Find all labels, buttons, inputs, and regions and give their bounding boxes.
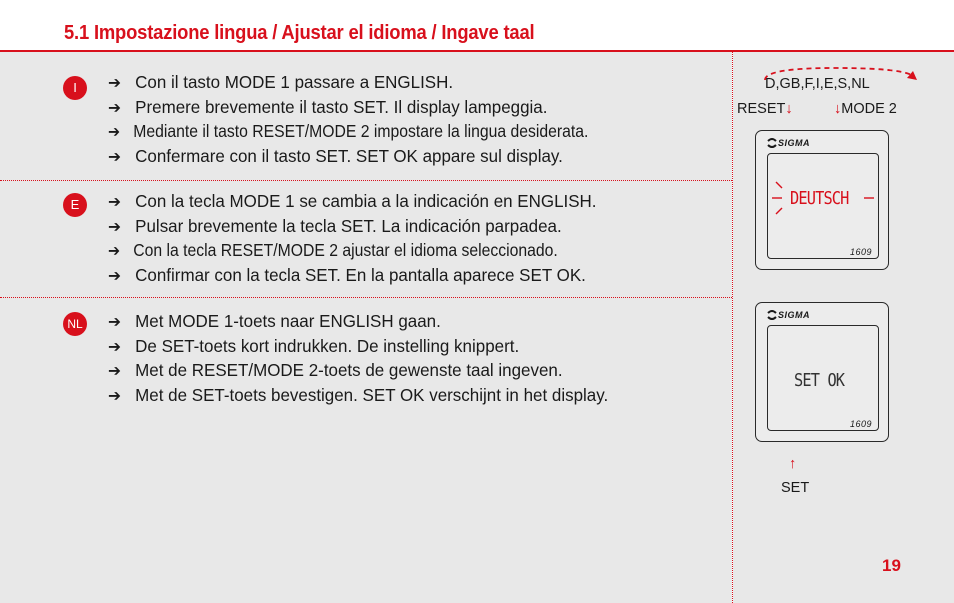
right-arrow-icon: ➔ <box>108 124 121 141</box>
section-divider <box>0 297 732 298</box>
right-arrow-icon: ➔ <box>108 243 121 260</box>
language-badge: NL <box>63 312 87 336</box>
mode2-label: ↓MODE 2 <box>834 101 897 117</box>
step-item: ➔ Met de SET-toets bevestigen. SET OK verschijnt in het display. <box>108 383 608 408</box>
set-label: SET <box>781 480 810 496</box>
section-divider <box>0 180 732 181</box>
up-arrow-icon: ↑ <box>789 456 797 472</box>
device-model: 1609 <box>849 247 872 257</box>
sigma-logo-icon <box>766 137 778 149</box>
device-body <box>755 302 889 442</box>
device-screen <box>767 153 879 259</box>
step-list <box>108 189 612 287</box>
device-screen <box>767 325 879 431</box>
right-arrow-icon: ➔ <box>108 363 122 380</box>
right-arrow-icon: ➔ <box>108 194 122 211</box>
device-model: 1609 <box>849 419 872 429</box>
language-cycle-label: D,GB,F,I,E,S,NL <box>765 76 870 92</box>
right-arrow-icon: ➔ <box>108 387 122 405</box>
step-item: ➔ De SET-toets kort indrukken. De instelling knippert. <box>108 334 608 359</box>
down-arrow-icon: ↓ <box>834 101 842 117</box>
step-item: ➔ Con la tecla RESET/MODE 2 ajustar el idioma seleccionado. <box>108 238 561 263</box>
vertical-divider <box>732 52 733 603</box>
step-item: ➔ Mediante il tasto RESET/MODE 2 impostare la lingua desiderata. <box>108 119 588 144</box>
page-header <box>0 0 954 52</box>
right-arrow-icon: ➔ <box>108 338 122 356</box>
device-display: SET OK <box>794 370 845 391</box>
device-brand: SIGMA <box>778 310 811 320</box>
device-brand: SIGMA <box>778 138 811 148</box>
step-item: ➔ Met de RESET/MODE 2-toets de gewenste taal ingeven. <box>108 358 608 383</box>
right-arrow-icon: ➔ <box>108 267 122 285</box>
down-arrow-icon: ↓ <box>785 101 793 117</box>
right-arrow-icon: ➔ <box>108 75 122 92</box>
device-body <box>755 130 889 270</box>
step-item: ➔ Confermare con il tasto SET. SET OK appare sul display. <box>108 144 626 169</box>
language-badge: E <box>63 193 87 217</box>
step-item: ➔ Pulsar brevemente la tecla SET. La indicación parpadea. <box>108 214 597 239</box>
step-item: ➔ Premere brevemente il tasto SET. Il display lampeggia. <box>108 95 626 120</box>
step-item: ➔ Con la tecla MODE 1 se cambia a la indicación en ENGLISH. <box>108 189 597 214</box>
right-arrow-icon: ➔ <box>108 148 122 166</box>
language-badge: I <box>63 76 87 100</box>
page-title: 5.1 Impostazione lingua / Ajustar el idioma / Ingave taal <box>64 22 535 44</box>
reset-label: RESET↓ <box>737 101 793 117</box>
step-list <box>108 70 642 168</box>
right-arrow-icon: ➔ <box>108 99 122 117</box>
right-arrow-icon: ➔ <box>108 218 122 236</box>
step-item: ➔ Confirmar con la tecla SET. En la pantalla aparece SET OK. <box>108 263 597 288</box>
page-number: 19 <box>882 556 901 575</box>
sigma-logo-icon <box>766 309 778 321</box>
right-arrow-icon: ➔ <box>108 314 122 331</box>
step-list <box>108 309 624 407</box>
step-item: ➔ Met MODE 1-toets naar ENGLISH gaan. <box>108 309 608 334</box>
step-item: ➔ Con il tasto MODE 1 passare a ENGLISH. <box>108 70 626 95</box>
device-display: DEUTSCH <box>790 188 849 209</box>
